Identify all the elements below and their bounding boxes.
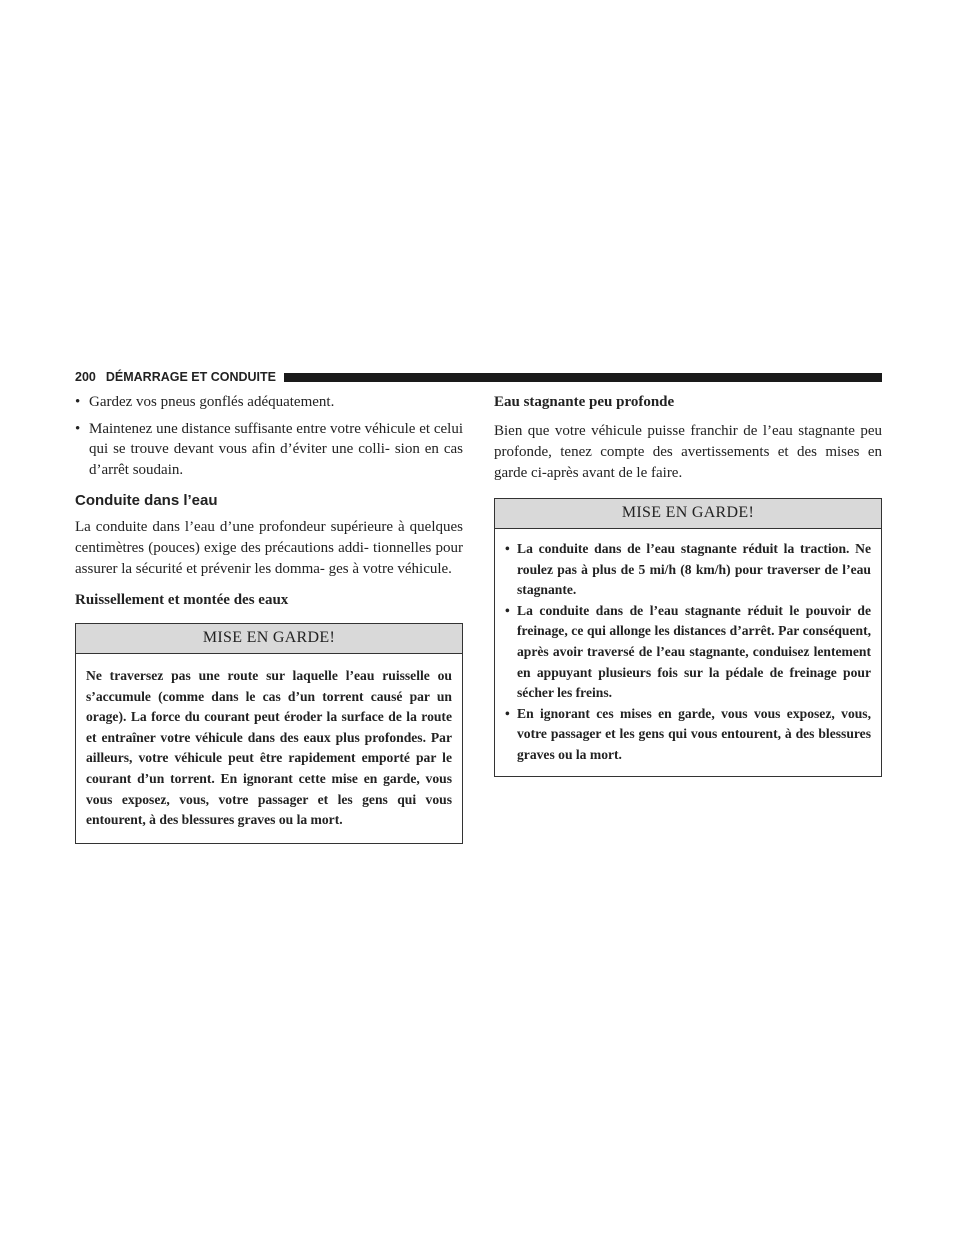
bullet-icon: • xyxy=(505,705,510,721)
bullet-icon: • xyxy=(505,602,510,618)
intro-paragraph: La conduite dans l’eau d’une profondeur supérieure à quelques centimètres (pouces) exige des précautions addi- tionnelles pour assurer la sécurité et prévenir les domma- ges à votre véhicule. xyxy=(75,519,463,577)
left-column xyxy=(75,392,463,844)
warning-box xyxy=(494,498,882,777)
warning-text: Ne traversez pas une route sur laquelle l’eau ruisselle ou s’accumule (comme dans le cas d’un torrent causé par un orage). La force du courant peut éroder la surface de la route et entraîner votre véhicule dans des eaux plus profondes. Par ailleurs, votre véhicule peut être rapidement emporté par le courant d’un torrent. En ignorant cette mise en garde, vous vous exposez, vous, votre passager et les gens qui vous entourent, à des blessures graves ou la mort. xyxy=(86,668,452,828)
header-rule xyxy=(284,373,882,382)
section-heading: Conduite dans l’eau xyxy=(75,492,218,509)
page-header xyxy=(75,369,882,385)
bullet-icon: • xyxy=(75,394,81,410)
right-column xyxy=(494,392,882,777)
list-item: • Maintenez une distance suffisante entre votre véhicule et celui qui se trouve devant vous afin d’éviter une colli- sion en cas d’arrêt soudain. xyxy=(75,420,463,478)
standing-water-paragraph: Bien que votre véhicule puisse franchir de l’eau stagnante peu profonde, tenez compte des avertissements et des mises en garde ci-après avant de le faire. xyxy=(494,423,882,481)
list-item: • La conduite dans de l’eau stagnante réduit la traction. Ne roulez pas à plus de 5 mi/h (8 km/h) pour traverser de l’eau stagnante. xyxy=(505,541,871,598)
warning-title: MISE EN GARDE! xyxy=(76,624,462,654)
list-item: • En ignorant ces mises en garde, vous vous exposez, vous, votre passager et les gens qui vous entourent, à des blessures graves ou la mort. xyxy=(505,705,871,762)
tips-list xyxy=(75,392,463,480)
subheading-standing-water: Eau stagnante peu profonde xyxy=(494,394,675,410)
page-number: 200 xyxy=(75,370,96,384)
warning-list xyxy=(505,539,871,766)
subheading-flowing-water: Ruissellement et montée des eaux xyxy=(75,592,289,608)
list-item: • La conduite dans de l’eau stagnante réduit le pouvoir de freinage, ce qui allonge les distances d’arrêt. Par conséquent, après avoir traversé de l’eau stagnante, conduisez lentement en appuyant plusieurs fois sur la pédale de freinage pour sécher les freins. xyxy=(505,602,871,701)
bullet-icon: • xyxy=(75,420,81,437)
warning-title: MISE EN GARDE! xyxy=(495,499,881,529)
list-item: • Gardez vos pneus gonflés adéquatement. xyxy=(75,392,463,413)
warning-box xyxy=(75,623,463,844)
bullet-icon: • xyxy=(505,541,510,556)
section-title: DÉMARRAGE ET CONDUITE xyxy=(105,370,277,384)
